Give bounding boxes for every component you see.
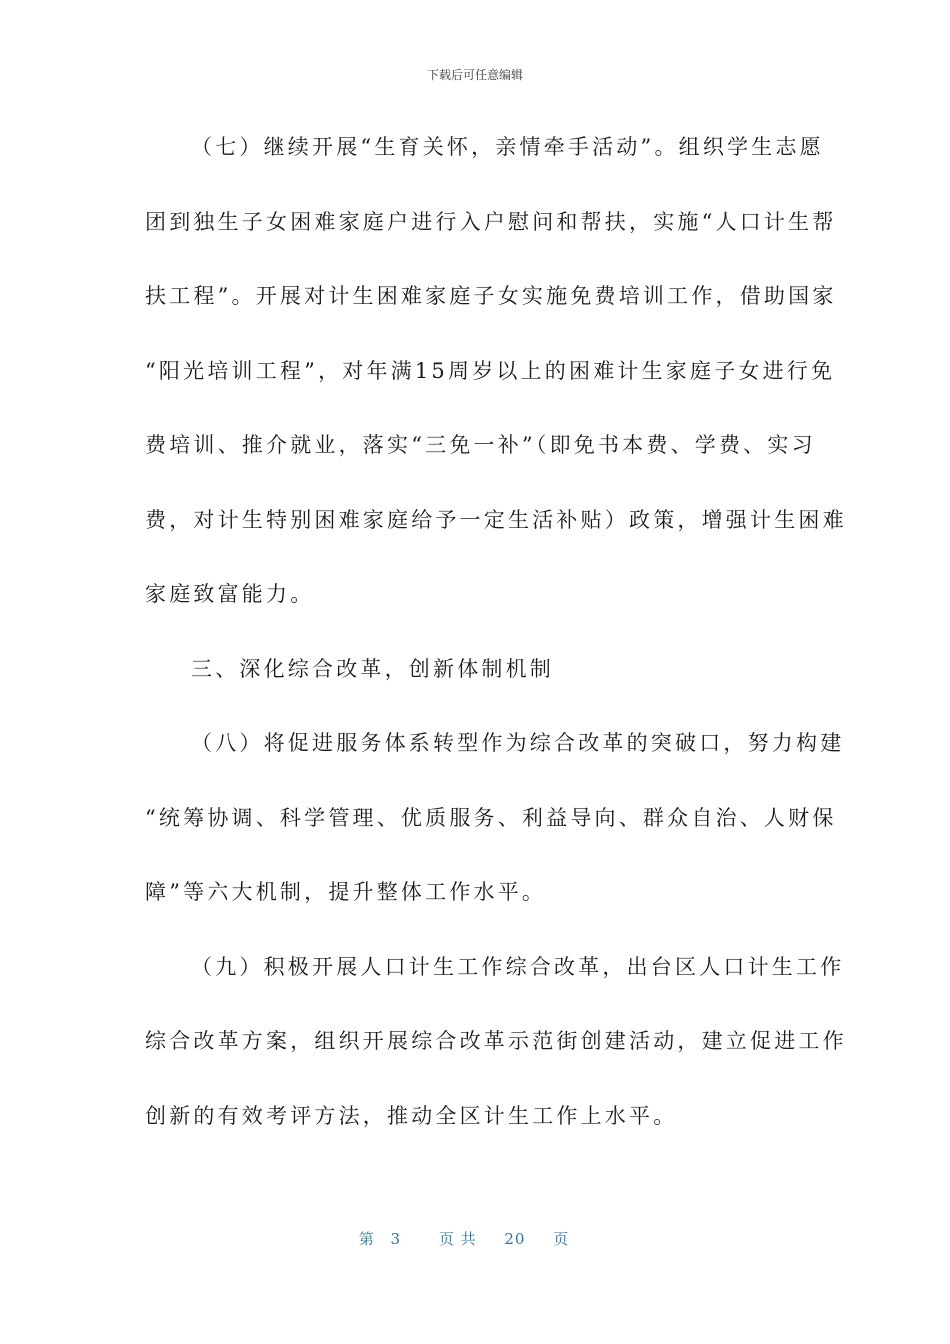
total-pages-number: 20	[504, 1230, 526, 1248]
paragraph-line: 费，对计生特别困难家庭给予一定生活补贴）政策，增强计生困难	[145, 507, 847, 532]
footer-prefix: 第	[358, 1230, 375, 1248]
footer-suffix: 页	[553, 1230, 570, 1248]
paragraph-line: 创新的有效考评方法，推动全区计生工作上水平。	[145, 1103, 678, 1128]
paragraph-line: 家庭致富能力。	[145, 582, 315, 606]
page-footer	[0, 1228, 950, 1249]
section-heading: 三、深化综合改革，创新体制机制	[191, 656, 554, 681]
paragraph-line: 障”等六大机制，提升整体工作水平。	[145, 880, 547, 904]
paragraph-line: （八）将促进服务体系转型作为综合改革的突破口，努力构建	[191, 731, 845, 755]
paragraph-line: 综合改革方案，组织开展综合改革示范街创建活动，建立促进工作	[145, 1029, 847, 1053]
paragraph-line: （九）积极开展人口计生工作综合改革，出台区人口计生工作	[191, 954, 845, 979]
paragraph-line: 费培训、推介就业，落实“三免一补”（即免书本费、学费、实习	[145, 433, 816, 457]
paragraph-line: （七）继续开展“生育关怀，亲情牵手活动”。组织学生志愿	[191, 135, 824, 159]
current-page-number: 3	[390, 1230, 402, 1248]
paragraph-line: “统筹协调、科学管理、优质服务、利益导向、群众自治、人财保	[145, 805, 837, 830]
footer-middle: 页 共	[438, 1230, 477, 1248]
paragraph-line: “阳光培训工程”，对年满15周岁以上的困难计生家庭子女进行免	[145, 358, 836, 383]
document-body	[145, 110, 847, 1153]
paragraph-line: 团到独生子女困难家庭户进行入户慰问和帮扶，实施“人口计生帮	[145, 209, 837, 234]
paragraph-line: 扶工程”。开展对计生困难家庭子女实施免费培训工作，借助国家	[145, 284, 837, 308]
page-header: 下载后可任意编辑	[426, 68, 523, 82]
